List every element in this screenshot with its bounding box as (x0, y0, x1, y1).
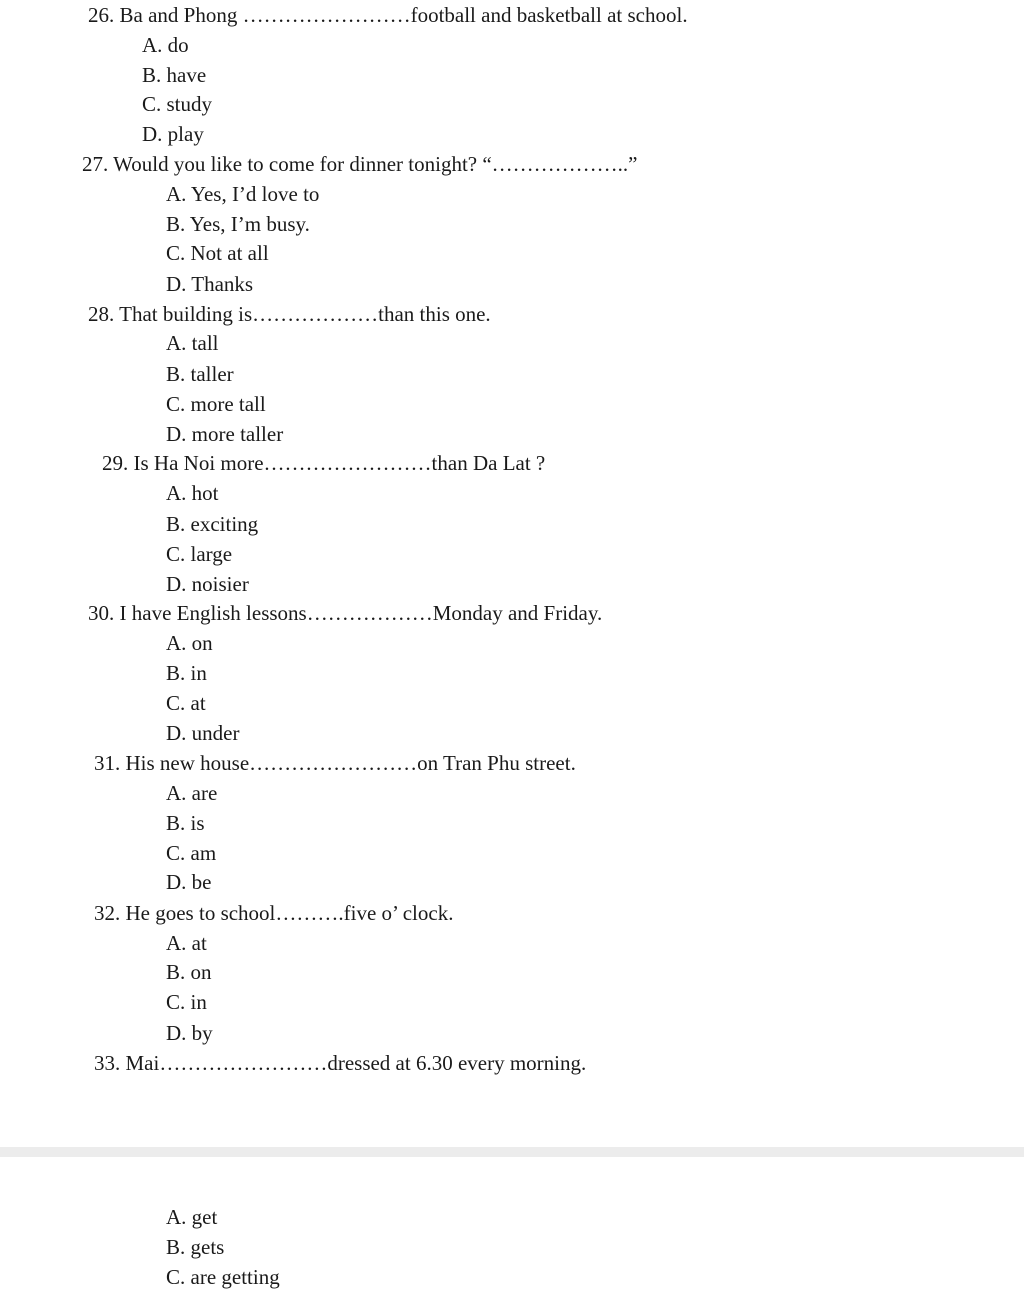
question-33-option-a: A. get (166, 1205, 218, 1229)
question-32-option-d: D. by (166, 1021, 213, 1045)
question-29-option-c: C. large (166, 542, 233, 566)
question-31-stem: 31. His new house……………………on Tran Phu street. (94, 751, 576, 775)
question-26-option-b: B. have (142, 63, 207, 87)
question-27-option-d: D. Thanks (166, 272, 254, 296)
question-30-option-d: D. under (166, 721, 240, 745)
question-26-option-c: C. study (142, 92, 213, 116)
question-29-stem: 29. Is Ha Noi more……………………than Da Lat ? (102, 451, 546, 475)
question-28-option-d: D. more taller (166, 422, 284, 446)
question-27-option-c: C. Not at all (166, 241, 269, 265)
question-33-option-b: B. gets (166, 1235, 225, 1259)
question-29-option-a: A. hot (166, 481, 219, 505)
page-break-divider (0, 1147, 1024, 1157)
question-30-option-b: B. in (166, 661, 207, 685)
question-32-option-a: A. at (166, 931, 207, 955)
question-33-stem: 33. Mai……………………dressed at 6.30 every morning. (94, 1051, 587, 1075)
question-28-option-c: C. more tall (166, 392, 266, 416)
question-26-stem: 26. Ba and Phong ……………………football and basketball at school. (88, 3, 688, 27)
question-27-option-a: A. Yes, I’d love to (166, 182, 320, 206)
question-29-option-d: D. noisier (166, 572, 249, 596)
question-32-option-c: C. in (166, 990, 207, 1014)
question-30-stem: 30. I have English lessons………………Monday and Friday. (88, 601, 603, 625)
question-32-stem: 32. He goes to school……….five o’ clock. (94, 901, 454, 925)
question-31-option-b: B. is (166, 811, 205, 835)
question-28-option-b: B. taller (166, 362, 234, 386)
question-27-stem: 27. Would you like to come for dinner tonight? “………………..” (82, 152, 638, 176)
question-30-option-c: C. at (166, 691, 206, 715)
question-30-option-a: A. on (166, 631, 213, 655)
question-26-option-d: D. play (142, 122, 204, 146)
question-28-stem: 28. That building is………………than this one. (88, 302, 491, 326)
question-33-option-c: C. are getting (166, 1265, 280, 1289)
question-31-option-d: D. be (166, 870, 212, 894)
question-29-option-b: B. exciting (166, 512, 259, 536)
question-26-option-a: A. do (142, 33, 189, 57)
question-28-option-a: A. tall (166, 331, 219, 355)
question-27-option-b: B. Yes, I’m busy. (166, 212, 310, 236)
question-31-option-c: C. am (166, 841, 217, 865)
question-32-option-b: B. on (166, 960, 212, 984)
question-31-option-a: A. are (166, 781, 218, 805)
